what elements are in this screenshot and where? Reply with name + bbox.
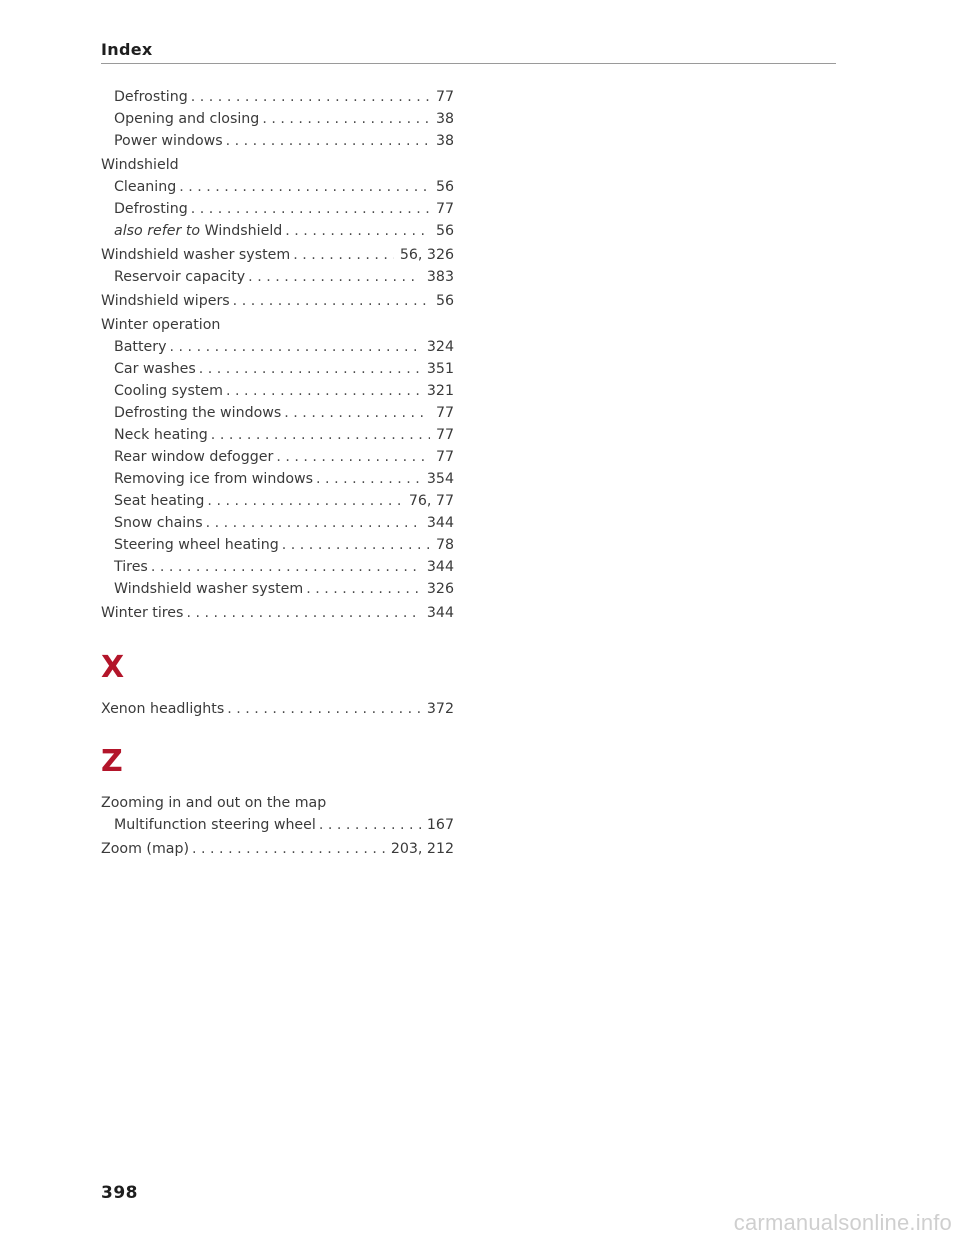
entry-label: Tires	[114, 559, 148, 575]
index-entry	[101, 402, 454, 424]
entry-label: Windshield wipers	[101, 293, 230, 309]
entry-label: Defrosting the windows	[114, 405, 282, 421]
leader-dots	[276, 446, 430, 468]
entry-label: Battery	[114, 339, 167, 355]
leader-dots	[233, 290, 430, 312]
leader-dots	[319, 814, 421, 836]
entry-page: 344	[426, 559, 454, 575]
entry-label: Power windows	[114, 133, 223, 149]
entry-page: 78	[435, 537, 454, 553]
entry-label: Defrosting	[114, 89, 188, 105]
entry-page: 326	[426, 581, 454, 597]
index-entry	[101, 534, 454, 556]
index-entry	[101, 336, 454, 358]
leader-dots	[192, 838, 385, 860]
entry-label: Defrosting	[114, 201, 188, 217]
entry-page: 372	[426, 701, 454, 717]
entry-label: Rear window defogger	[114, 449, 274, 465]
entry-page: 351	[426, 361, 454, 377]
index-heading: Zooming in and out on the map	[101, 795, 327, 811]
leader-dots	[282, 534, 430, 556]
entry-page: 38	[435, 133, 454, 149]
index-entry	[101, 698, 454, 720]
leader-dots	[191, 198, 430, 220]
cross-reference-prefix: also refer to	[114, 223, 201, 239]
page-header	[101, 38, 836, 64]
page-number: 398	[101, 1183, 138, 1203]
leader-dots	[191, 86, 430, 108]
entry-page: 77	[435, 201, 454, 217]
index-entry	[101, 176, 454, 198]
leader-dots	[151, 556, 421, 578]
leader-dots	[284, 402, 430, 424]
entry-page: 321	[426, 383, 454, 399]
index-entry	[101, 446, 454, 468]
leader-dots	[186, 602, 420, 624]
entry-label: Windshield washer system	[101, 247, 291, 263]
leader-dots	[285, 220, 430, 242]
entry-label: Neck heating	[114, 427, 208, 443]
index-entry	[101, 490, 454, 512]
entry-page: 56, 326	[399, 247, 454, 263]
index-heading: Winter operation	[101, 317, 221, 333]
index-entry	[101, 578, 454, 600]
entry-label	[114, 220, 282, 242]
leader-dots	[316, 468, 421, 490]
index-entry	[101, 86, 454, 108]
index-entry-cross-reference	[101, 220, 454, 242]
leader-dots	[226, 380, 421, 402]
entry-label: Multifunction steering wheel	[114, 817, 316, 833]
entry-label: Removing ice from windows	[114, 471, 314, 487]
entry-label: Opening and closing	[114, 111, 260, 127]
entry-page: 324	[426, 339, 454, 355]
index-entry	[101, 108, 454, 130]
index-entry	[101, 602, 454, 624]
page-title: Index	[101, 40, 153, 59]
index-entry	[101, 838, 454, 860]
leader-dots	[207, 490, 402, 512]
entry-page: 77	[435, 449, 454, 465]
leader-dots	[293, 244, 394, 266]
cross-reference-target: Windshield	[200, 223, 283, 239]
entry-page: 77	[435, 427, 454, 443]
entry-page: 56	[435, 223, 454, 239]
entry-label: Snow chains	[114, 515, 203, 531]
leader-dots	[226, 130, 430, 152]
index-entry	[101, 266, 454, 288]
entry-label: Windshield washer system	[114, 581, 304, 597]
entry-page: 56	[435, 179, 454, 195]
index-entry	[101, 198, 454, 220]
entry-page: 344	[426, 605, 454, 621]
entry-page: 77	[435, 405, 454, 421]
entry-label: Zoom (map)	[101, 841, 189, 857]
index-entry	[101, 358, 454, 380]
index-entry	[101, 468, 454, 490]
index-entry	[101, 556, 454, 578]
index-entry	[101, 290, 454, 312]
entry-label: Winter tires	[101, 605, 184, 621]
section-letter-z: Z	[101, 744, 123, 779]
entry-page: 167	[426, 817, 454, 833]
entry-page: 76, 77	[408, 493, 454, 509]
entry-page: 344	[426, 515, 454, 531]
section-letter-x: X	[101, 650, 125, 685]
index-entry	[101, 380, 454, 402]
leader-dots	[248, 266, 421, 288]
index-list	[101, 86, 454, 860]
entry-label: Cooling system	[114, 383, 223, 399]
entry-label: Seat heating	[114, 493, 205, 509]
entry-label: Cleaning	[114, 179, 177, 195]
leader-dots	[306, 578, 421, 600]
leader-dots	[262, 108, 430, 130]
entry-label: Car washes	[114, 361, 196, 377]
entry-label: Xenon headlights	[101, 701, 225, 717]
leader-dots	[227, 698, 421, 720]
entry-label: Steering wheel heating	[114, 537, 279, 553]
entry-label: Reservoir capacity	[114, 269, 246, 285]
leader-dots	[170, 336, 421, 358]
entry-page: 354	[426, 471, 454, 487]
watermark: carmanualsonline.info	[733, 1210, 952, 1235]
index-entry	[101, 130, 454, 152]
index-entry	[101, 244, 454, 266]
index-heading: Windshield	[101, 157, 179, 173]
index-entry	[101, 424, 454, 446]
entry-page: 38	[435, 111, 454, 127]
entry-page: 383	[426, 269, 454, 285]
leader-dots	[206, 512, 421, 534]
entry-page: 77	[435, 89, 454, 105]
leader-dots	[211, 424, 430, 446]
index-entry	[101, 512, 454, 534]
leader-dots	[199, 358, 421, 380]
entry-page: 203, 212	[390, 841, 454, 857]
entry-page: 56	[435, 293, 454, 309]
leader-dots	[179, 176, 430, 198]
index-entry	[101, 814, 454, 836]
header-divider	[101, 63, 836, 64]
